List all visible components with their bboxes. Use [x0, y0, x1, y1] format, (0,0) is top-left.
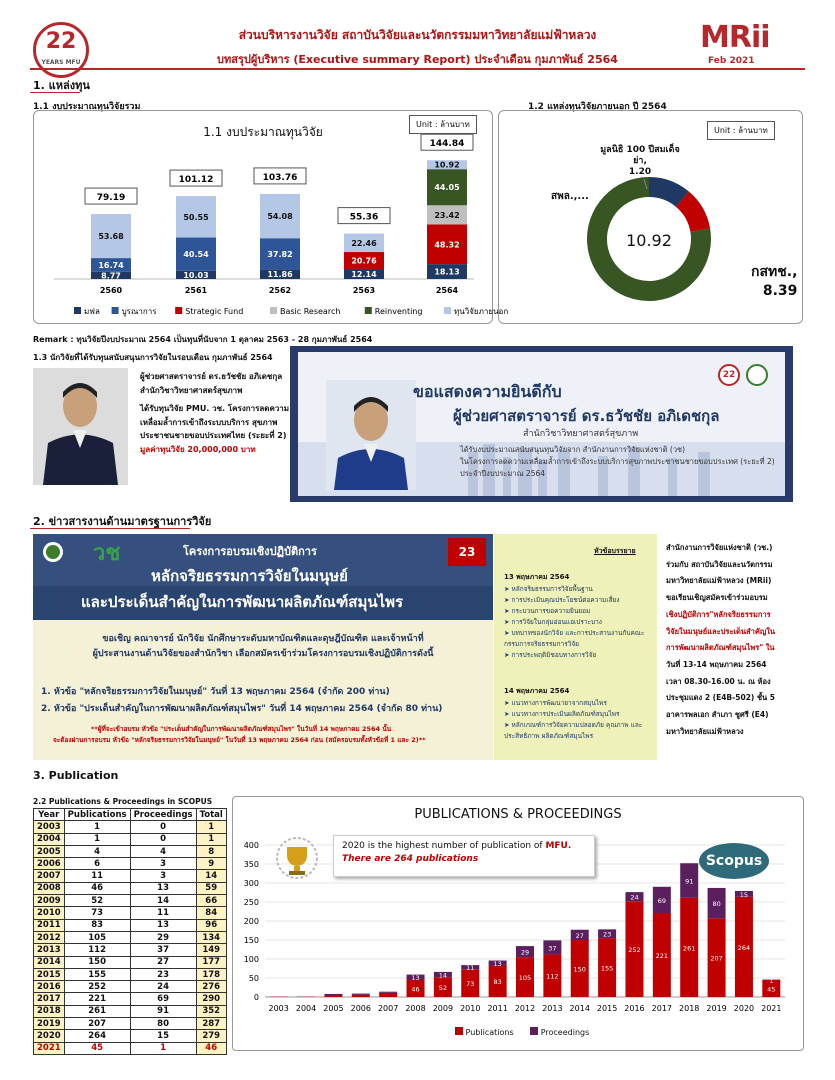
table-cell: 2021: [34, 1042, 65, 1054]
table-cell: 11: [130, 907, 196, 919]
table-row: [34, 858, 227, 870]
researcher-photo: [33, 368, 128, 485]
table-row: [34, 882, 227, 894]
proc-data-label: 15: [739, 890, 749, 899]
budget-data-label: 37.82: [267, 249, 293, 259]
pie-label-left: สพล.,...: [551, 191, 589, 202]
pub-x-tick: 2016: [624, 1004, 645, 1013]
legend-swatch-publications: [455, 1027, 463, 1035]
table-cell: 3: [130, 858, 196, 870]
pub-x-tick: 2012: [514, 1004, 536, 1013]
budget-total-label: 144.84: [429, 139, 465, 150]
table-cell: 4: [64, 845, 130, 857]
table-cell: 11: [64, 870, 130, 882]
table-cell: 1: [130, 1042, 196, 1054]
table-cell: 4: [130, 845, 196, 857]
table-row: [34, 944, 227, 956]
proc-data-label: 29: [520, 948, 530, 957]
pub-y-tick: 250: [243, 898, 259, 907]
proc-data-label: 14: [438, 971, 448, 980]
table-row: [34, 931, 227, 943]
table-cell: 2016: [34, 981, 65, 993]
description-line: วิจัยในมนุษย์และประเด็นสำคัญใน: [666, 626, 776, 636]
table-header-cell: Proceedings: [130, 809, 196, 821]
table-cell: 290: [196, 993, 226, 1005]
description-line: มหาวิทยาลัยแม่ฟ้าหลวง (MRii): [666, 576, 772, 586]
proc-data-label: 69: [657, 896, 666, 905]
table-cell: 80: [130, 1018, 196, 1030]
donut-slice: [649, 187, 682, 199]
table-cell: 45: [64, 1042, 130, 1054]
table-row: [34, 1018, 227, 1030]
budget-chart-box: [33, 110, 509, 324]
pub-data-label: 155: [600, 964, 614, 973]
table-cell: 13: [130, 919, 196, 931]
table-cell: 1: [64, 821, 130, 833]
pub-x-tick: 2020: [733, 1004, 755, 1013]
budget-chart-title: 1.1 งบประมาณทุนวิจัย: [203, 125, 323, 139]
proc-data-label: 24: [630, 893, 639, 902]
table-cell: 2004: [34, 833, 65, 845]
budget-data-label: 12.14: [351, 270, 377, 280]
publications-chart-box: [232, 796, 804, 1051]
legend-label: มฟล: [84, 307, 100, 316]
pub-data-label: 83: [493, 978, 502, 987]
report-date: Feb 2021: [708, 56, 755, 66]
remark-text: Remark : ทุนวิจัยปีงบประมาณ 2564 เป็นทุนที่นับจาก 1 ตุลาคม 2563 - 28 กุมภาพันธ์ 2564: [33, 335, 373, 344]
table-cell: 14: [130, 895, 196, 907]
mrii-logo: MRii Feb 2021: [700, 20, 770, 66]
table-cell: 15: [130, 1030, 196, 1042]
table-cell: 46: [196, 1042, 226, 1054]
flyer-note: **ผู้ที่จะเข้าอบรม หัวข้อ "ประเด็นสำคัญในการพัฒนาผลิตภัณฑ์สมุนไพร" ในวันที่ 14 พฤษภาคม 2564 นั้น จะต้องผ่านการอบรม หัวข้อ "หลักจริยธรรมการวิจัยในมนุษย์" ในวันที่ 13 พฤษภาคม 2564 ก่อน (สมัครอบรมทั้งหัวข้อที่ 1 และ 2)**: [53, 725, 426, 744]
table-row: [34, 821, 227, 833]
table-cell: 91: [130, 1005, 196, 1017]
description-line: ขอเรียนเชิญสมัครเข้าร่วมอบรม: [666, 593, 768, 603]
section3-sub: 2.2 Publications & Proceedings in SCOPUS: [33, 797, 213, 806]
budget-data-label: 44.05: [434, 183, 460, 193]
pub-data-label: 221: [655, 952, 669, 961]
pub-data-label: 112: [546, 972, 559, 981]
pub-x-tick: 2017: [651, 1004, 673, 1013]
pub-bar-publications: [324, 995, 342, 997]
table-cell: 8: [196, 845, 226, 857]
budget-data-label: 54.08: [267, 212, 293, 222]
budget-data-label: 10.92: [434, 160, 460, 170]
pub-data-label: 45: [767, 985, 776, 994]
pub-x-tick: 2015: [596, 1004, 618, 1013]
budget-data-label: 8.77: [101, 271, 121, 281]
pub-data-label: 207: [710, 954, 723, 963]
agenda-item: ➤ แนวทางการพัฒนายาจากสมุนไพร: [504, 699, 607, 707]
table-cell: 2008: [34, 882, 65, 894]
pub-x-tick: 2010: [460, 1004, 481, 1013]
workshop-flyer: [33, 534, 493, 760]
table-row: [34, 956, 227, 968]
table-cell: 1: [196, 833, 226, 845]
table-cell: 155: [64, 968, 130, 980]
budget-x-tick: 2564: [435, 286, 459, 295]
table-cell: 252: [64, 981, 130, 993]
table-header-cell: Publications: [64, 809, 130, 821]
description-line: มหาวิทยาลัยแม่ฟ้าหลวง: [666, 726, 744, 736]
pub-x-tick: 2018: [679, 1004, 700, 1013]
pub-y-tick: 150: [243, 936, 259, 945]
agenda-item: ➤ การวิจัยในกลุ่มอ่อนแอเปราะบาง: [504, 618, 602, 626]
budget-data-label: 10.03: [183, 270, 209, 280]
pub-x-tick: 2013: [542, 1004, 563, 1013]
table-cell: 2014: [34, 956, 65, 968]
table-cell: 2006: [34, 858, 65, 870]
legend-publications: Publications: [465, 1028, 514, 1037]
svg-text:วช: วช: [93, 541, 121, 566]
table-cell: 0: [130, 833, 196, 845]
pub-chart-legend: [455, 1027, 589, 1037]
table-cell: 46: [64, 882, 130, 894]
publications-table: [33, 808, 227, 1055]
pub-x-tick: 2011: [487, 1004, 508, 1013]
pub-y-tick: 350: [243, 860, 259, 869]
pub-x-tick: 2006: [350, 1004, 371, 1013]
description-line: เชิงปฏิบัติการ"หลักจริยธรรมการ: [666, 609, 771, 619]
pub-data-label: 105: [518, 974, 532, 983]
header-divider: [30, 68, 805, 70]
pub-data-label: 264: [737, 943, 751, 952]
budget-data-label: 53.68: [98, 232, 124, 242]
table-cell: 37: [130, 944, 196, 956]
table-row: [34, 993, 227, 1005]
section3-title: 3. Publication: [33, 769, 119, 782]
table-cell: 178: [196, 968, 226, 980]
researcher-info: ผู้ช่วยศาสตราจารย์ ดร.ธวัชชัย อภิเดชกุล สำนักวิชาวิทยาศาสตร์สุขภาพ ได้รับทุนวิจัย PMU. วช. โครงการลดความ เหลื่อมล้ำการเข้าถึงระบบบริการ สุขภาพ ประชาชนชายขอบประเทศไทย (ระยะที่ 2) มูลค่าทุนวิจัย 20,000,000 บาท: [140, 372, 290, 454]
table-cell: 2019: [34, 1018, 65, 1030]
table-cell: 23: [130, 968, 196, 980]
table-cell: 2005: [34, 845, 65, 857]
table-cell: 287: [196, 1018, 226, 1030]
pub-y-tick: 50: [248, 974, 259, 983]
pub-data-label: 52: [438, 984, 448, 993]
proc-data-label: 1: [769, 976, 774, 985]
table-row: [34, 895, 227, 907]
banner-title: ขอแสดงความยินดีกับ: [413, 382, 562, 401]
flyer-invitation: ขอเชิญ คณาจารย์ นักวิจัย นักศึกษาระดับมหาบัณฑิตและดุษฎีบัณฑิต และเจ้าหน้าที่ ผู้ประสานงานด้านวิจัยของสำนักวิชา เลือกสมัครเข้าร่วมโครงการอบรมเชิงปฏิบัติการดังนี้: [92, 634, 434, 659]
trophy-icon: [261, 835, 333, 881]
pub-bar-proceedings: [379, 992, 397, 993]
pub-x-tick: 2003: [268, 1004, 289, 1013]
budget-data-label: 16.74: [98, 260, 124, 270]
table-row: [34, 870, 227, 882]
donut-slice: [682, 199, 700, 230]
table-row: [34, 981, 227, 993]
pub-y-tick: 0: [253, 993, 259, 1002]
pub-chart-title: PUBLICATIONS & PROCEEDINGS: [414, 807, 622, 822]
budget-data-label: 11.86: [267, 270, 293, 280]
description-line: วันที่ 13-14 พฤษภาคม 2564: [666, 659, 767, 669]
external-fund-chart-box: [498, 110, 803, 324]
legend-swatch: [112, 307, 119, 314]
table-cell: 112: [64, 944, 130, 956]
table-cell: 2007: [34, 870, 65, 882]
description-line: ร่วมกับ สถาบันวิจัยและนวัตกรรม: [666, 559, 773, 569]
budget-x-tick: 2562: [268, 286, 292, 295]
table-cell: 352: [196, 1005, 226, 1017]
table-cell: 0: [130, 821, 196, 833]
proc-data-label: 91: [685, 877, 694, 886]
table-cell: 2012: [34, 931, 65, 943]
pub-bar-proceedings: [352, 994, 370, 995]
agenda-item: ➤ กระบวนการขอความยินยอม: [504, 607, 591, 615]
table-cell: 221: [64, 993, 130, 1005]
pub-y-tick: 400: [243, 841, 259, 850]
legend-label: บูรณาการ: [121, 307, 157, 316]
table-row: [34, 1042, 227, 1054]
table-cell: 279: [196, 1030, 226, 1042]
legend-label: Reinventing: [374, 307, 423, 316]
pub-x-tick: 2007: [377, 1004, 399, 1013]
table-cell: 276: [196, 981, 226, 993]
table-cell: 73: [64, 907, 130, 919]
budget-data-label: 18.13: [434, 267, 460, 277]
pie-label-right: กสทช., 8.39: [751, 264, 798, 299]
agenda-item: ➤ การประเมินคุณประโยชน์ต่อความเสี่ยง: [504, 596, 620, 604]
table-row: [34, 845, 227, 857]
section2-underline: [30, 528, 190, 529]
legend-label: ทุนวิจัยภายนอก: [454, 307, 509, 316]
proc-data-label: 37: [548, 944, 557, 953]
pub-x-tick: 2019: [706, 1004, 727, 1013]
scopus-logo: Scopus: [699, 843, 769, 879]
pub-x-tick: 2021: [761, 1004, 782, 1013]
table-cell: 134: [196, 931, 226, 943]
table-cell: 105: [64, 931, 130, 943]
highlight-callout: 2020 is the highest number of publication of MFU. There are 264 publications: [333, 835, 595, 877]
agenda-item: ➤ แนวทางการประเมินผลิตภัณฑ์สมุนไพร: [504, 710, 620, 718]
table-cell: 2003: [34, 821, 65, 833]
section1-sub1: 1.1 งบประมาณทุนวิจัยรวม: [33, 102, 141, 112]
agenda-item: ➤ การประพฤติมิชอบทางการวิจัย: [504, 651, 597, 659]
table-cell: 264: [64, 1030, 130, 1042]
section1-underline: [30, 92, 80, 93]
section2-title: 2. ข่าวสารงานด้านมาตรฐานการวิจัย: [33, 515, 212, 528]
table-cell: 66: [196, 895, 226, 907]
table-row: [34, 919, 227, 931]
budget-data-label: 50.55: [183, 212, 209, 222]
table-cell: 261: [64, 1005, 130, 1017]
pub-x-tick: 2008: [405, 1004, 426, 1013]
flyer-header: [33, 534, 493, 620]
banner-name: ผู้ช่วยศาสตราจารย์ ดร.ธวัชชัย อภิเดชกุล: [453, 407, 720, 425]
mfu-22-years-logo: 22 YEARS MFU: [33, 22, 89, 78]
legend-swatch: [444, 307, 451, 314]
banner-faculty-logo: [746, 364, 768, 386]
legend-swatch: [175, 307, 182, 314]
mfu-23-badge: 23: [448, 538, 486, 566]
table-cell: 2010: [34, 907, 65, 919]
table-cell: 2011: [34, 919, 65, 931]
table-cell: 2013: [34, 944, 65, 956]
legend-swatch: [365, 307, 372, 314]
pub-y-tick: 200: [243, 917, 259, 926]
table-cell: 177: [196, 956, 226, 968]
pie-label-top: มูลนิธิ 100 ปีสมเด็จย่า, 1.20: [600, 145, 680, 177]
pub-bar-publications: [352, 995, 370, 997]
pub-data-label: 46: [411, 985, 420, 994]
table-cell: 2015: [34, 968, 65, 980]
legend-swatch: [270, 307, 277, 314]
table-row: [34, 833, 227, 845]
pub-y-tick: 300: [243, 879, 259, 888]
table-cell: 84: [196, 907, 226, 919]
legend-swatch-proceedings: [530, 1027, 538, 1035]
page-title: ส่วนบริหารงานวิจัย สถาบันวิจัยและนวัตกรรมมหาวิทยาลัยแม่ฟ้าหลวง: [238, 28, 597, 42]
budget-total-label: 103.76: [262, 172, 298, 183]
table-cell: 2017: [34, 993, 65, 1005]
table-cell: 2018: [34, 1005, 65, 1017]
description-line: เวลา 08.30-16.00 น. ณ ห้อง: [666, 676, 771, 686]
budget-unit-label: Unit : ล้านบาท: [409, 115, 477, 134]
budget-x-tick: 2563: [352, 286, 376, 295]
budget-x-tick: 2561: [184, 286, 208, 295]
table-cell: 9: [196, 858, 226, 870]
pub-bar-proceedings: [324, 994, 342, 996]
agenda-panel: [494, 534, 657, 760]
external-unit-label: Unit : ล้านบาท: [707, 121, 775, 140]
table-cell: 149: [196, 944, 226, 956]
flyer-heading-2: และประเด็นสำคัญในการพัฒนาผลิตภัณฑ์สมุนไพร: [81, 593, 404, 611]
proc-data-label: 23: [602, 930, 612, 939]
agenda-item: ➤ หลักเกณฑ์การวิจัยความปลอดภัย คุณภาพ และประสิทธิภาพ ผลิตภัณฑ์สมุนไพร: [504, 721, 643, 740]
agenda-day2-list: [504, 698, 654, 742]
table-cell: 3: [130, 870, 196, 882]
agenda-item: ➤ หลักจริยธรรมการวิจัยพื้นฐาน: [504, 585, 593, 593]
proc-data-label: 13: [493, 959, 502, 968]
flyer-heading-1: หลักจริยธรรมการวิจัยในมนุษย์: [151, 567, 348, 585]
budget-x-tick: 2560: [99, 286, 123, 295]
table-cell: 207: [64, 1018, 130, 1030]
pub-x-tick: 2009: [432, 1004, 454, 1013]
proc-data-label: 13: [411, 974, 420, 983]
table-cell: 83: [64, 919, 130, 931]
table-cell: 13: [130, 882, 196, 894]
agenda-title: หัวข้อบรรยาย: [594, 547, 636, 555]
pub-data-label: 261: [682, 944, 696, 953]
agenda-item: ➤ บทบาทของนักวิจัย และการประสานงานกับคณะกรรมการจริยธรรมการวิจัย: [504, 629, 645, 648]
budget-data-label: 22.46: [351, 238, 377, 248]
agenda-day1-list: [504, 584, 654, 661]
pub-x-tick: 2014: [569, 1004, 590, 1013]
proc-data-label: 80: [712, 900, 721, 909]
table-cell: 59: [196, 882, 226, 894]
table-row: [34, 1005, 227, 1017]
table-header-cell: Year: [34, 809, 65, 821]
table-cell: 52: [64, 895, 130, 907]
budget-data-label: 48.32: [434, 240, 460, 250]
pub-x-tick: 2005: [323, 1004, 344, 1013]
proc-data-label: 27: [575, 931, 584, 940]
page-subtitle: บทสรุปผู้บริหาร (Executive summary Report) ประจำเดือน กุมภาพันธ์ 2564: [217, 53, 618, 66]
banner-description: ได้รับงบประมาณสนับสนุนทุนวิจัยจาก สำนักงานการวิจัยแห่งชาติ (วช) ในโครงการลดความเหลื่อมล้ำการเข้าถึงระบบบริการสุขภาพประชาชนชายขอบประเทศ (ระยะที่ 2) ประจำปีงบประมาณ 2564: [460, 445, 775, 478]
table-cell: 29: [130, 931, 196, 943]
description-line: ประชุมแดง 2 (E4B-502) ชั้น 5: [666, 693, 775, 703]
table-row: [34, 907, 227, 919]
table-row: [34, 968, 227, 980]
legend-label: Basic Research: [280, 307, 341, 316]
legend-swatch: [74, 307, 81, 314]
table-cell: 150: [64, 956, 130, 968]
pub-bar-publications: [379, 993, 397, 997]
pub-data-label: 150: [573, 965, 586, 974]
table-header-row: [34, 809, 227, 821]
section1-sub3: 1.3 นักวิจัยที่ได้รับทุนสนับสนุนการวิจัยในรอบเดือน กุมภาพันธ์ 2564: [33, 353, 273, 362]
pub-data-label: 73: [466, 980, 475, 989]
table-cell: 69: [130, 993, 196, 1005]
budget-data-label: 20.76: [351, 256, 377, 266]
table-cell: 6: [64, 858, 130, 870]
flyer-top-text: โครงการอบรมเชิงปฏิบัติการ: [183, 545, 317, 558]
banner-faculty: สำนักวิชาวิทยาศาสตร์สุขภาพ: [523, 429, 639, 439]
banner-mfu-logo: 22: [718, 364, 740, 386]
table-cell: 24: [130, 981, 196, 993]
congrats-banner: [290, 346, 793, 502]
budget-total-label: 101.12: [178, 175, 214, 186]
workshop-description: [666, 540, 806, 740]
budget-total-label: 79.19: [96, 193, 126, 204]
banner-researcher-photo: [326, 380, 416, 490]
table-row: [34, 1030, 227, 1042]
table-cell: 27: [130, 956, 196, 968]
pub-data-label: 252: [628, 946, 641, 955]
flyer-topics: 1. หัวข้อ "หลักจริยธรรมการวิจัยในมนุษย์" วันที่ 13 พฤษภาคม 2564 (จำกัด 200 ท่าน) 2. หัวข้อ "ประเด็นสำคัญในการพัฒนาผลิตภัณฑ์สมุนไพร" วันที่ 14 พฤษภาคม 2564 (จำกัด 80 ท่าน): [41, 687, 443, 714]
table-cell: 96: [196, 919, 226, 931]
table-cell: 2009: [34, 895, 65, 907]
budget-stacked-bar-chart: [34, 111, 509, 325]
description-line: อาคารพลเอก สำเภา ชูศรี (E4): [666, 710, 769, 720]
agenda-day1: 13 พฤษภาคม 2564: [504, 573, 570, 581]
budget-data-label: 23.42: [434, 210, 460, 220]
proc-data-label: 11: [466, 964, 475, 973]
description-line: สำนักงานการวิจัยแห่งชาติ (วช.): [666, 543, 773, 552]
pub-x-tick: 2004: [295, 1004, 317, 1013]
legend-proceedings: Proceedings: [540, 1028, 590, 1037]
table-cell: 1: [64, 833, 130, 845]
table-cell: 14: [196, 870, 226, 882]
budget-total-label: 55.36: [349, 212, 379, 223]
section1-sub2: 1.2 แหล่งทุนวิจัยภายนอก ปี 2564: [528, 102, 667, 112]
table-cell: 2020: [34, 1030, 65, 1042]
budget-data-label: 40.54: [183, 250, 209, 260]
description-line: การพัฒนาผลิตภัณฑ์สมุนไพร" ใน: [666, 643, 775, 653]
table-header-cell: Total: [196, 809, 226, 821]
donut-center-value: 10.92: [626, 231, 672, 250]
banner-inner: [298, 352, 785, 496]
pub-y-tick: 100: [243, 955, 259, 964]
legend-label: Strategic Fund: [185, 307, 244, 316]
section1-title: 1. แหล่งทุน: [33, 79, 90, 92]
agenda-day2: 14 พฤษภาคม 2564: [504, 687, 570, 695]
table-cell: 1: [196, 821, 226, 833]
